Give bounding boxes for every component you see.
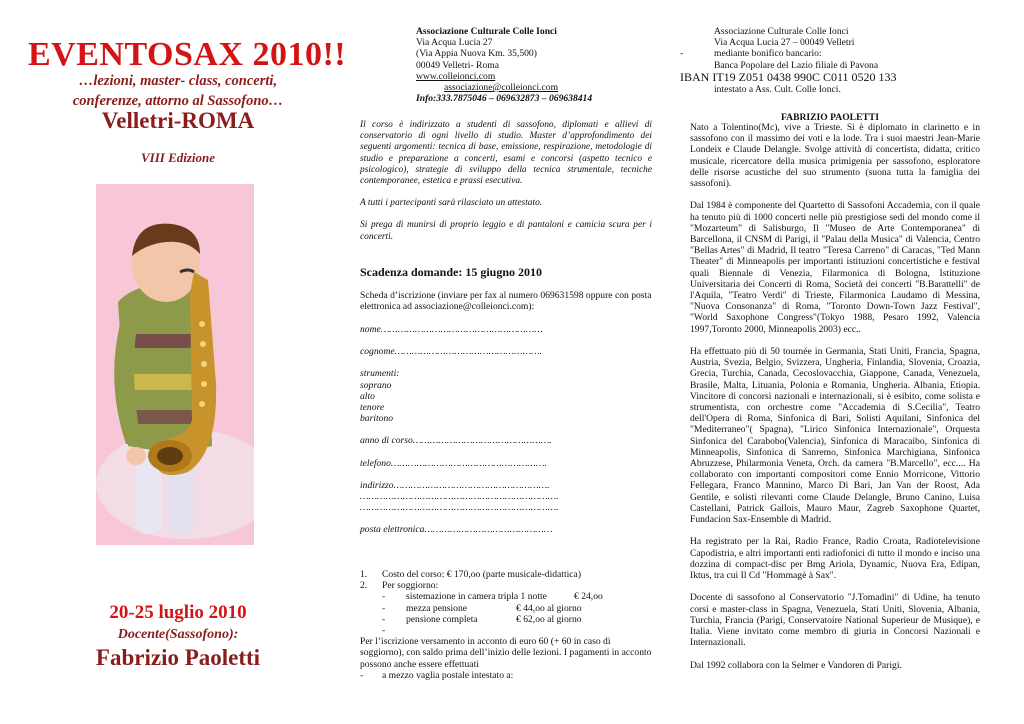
cost-sub1-price: € 24,oo <box>574 591 603 603</box>
bank-transfer-line <box>680 48 980 59</box>
strumento-alto[interactable]: alto <box>360 390 375 402</box>
cost-sub-item <box>360 591 652 602</box>
cost-sub2-label: mezza pensione <box>406 602 467 614</box>
dash-bullet: - <box>382 613 386 625</box>
strumento-tenore[interactable]: tenore <box>360 402 385 414</box>
field-indirizzo[interactable]: indirizzo………………………………………………. <box>360 479 550 491</box>
bank-org-address: Via Acqua Lucia 27 – 00049 Velletri <box>714 37 855 49</box>
cost-sub3-label: pensione completa <box>406 613 478 625</box>
association-header <box>416 26 656 104</box>
field-nome[interactable]: nome………………………………………………… <box>360 324 543 335</box>
middle-panel <box>358 0 658 724</box>
bio-paragraph-6: Dal 1992 collabora con la Selmer e Vandoren di Parigi. <box>690 659 902 671</box>
strumento-soprano[interactable]: soprano <box>360 379 392 391</box>
event-title: EVENTOSAX 2010!! <box>28 36 347 73</box>
org-email-link[interactable]: associazione@colleionci.com <box>444 82 559 94</box>
cost-item-2 <box>360 580 652 591</box>
field-posta-elettronica[interactable]: posta elettronica……………………………………… <box>360 524 553 536</box>
org-address-1: Via Acqua Lucia 27 <box>416 37 493 49</box>
org-address-3: 00049 Velletri- Roma <box>416 59 499 71</box>
bank-org-name: Associazione Culturale Colle Ionci <box>714 26 849 37</box>
event-edition: VIII Edizione <box>140 150 216 165</box>
bio-paragraph-4: Ha registrato per la Rai, Radio France, Radio Croata, Radiotelevisione Capodistria, e altri importanti enti radiofonici di tutto il mondo e inciso una dozzina di compact-disc per Bmg Ariola, Dynamic, Nuova Era, Edipan, Iktus, tra cui Il Cd "Hommagè à Sax". <box>690 536 980 582</box>
payment-method-text: a mezzo vaglia postale intestato a: <box>382 669 514 681</box>
field-cognome[interactable]: cognome……………………………………………. <box>360 346 543 358</box>
dash-bullet: - <box>382 602 386 614</box>
org-website-link[interactable]: www.colleionci.com <box>416 70 496 82</box>
cost-item-1-text: Costo del corso: € 170,oo (parte musicale-didattica) <box>382 569 582 580</box>
bank-details <box>680 26 980 95</box>
intro-paragraph-1: Il corso è indirizzato a studenti di sassofono, diplomati e allievi di conservatorio di ogni livello di studio. Master d’approfondimento dei seguenti argomenti: tecnica di base, emissione, respirazione, metodologie di studio e preparazione a concerti, esami e concorsi (aspetto tecnico e psicologico), strategie di sviluppo della tecnica strumentale, tecniche contemporanee, estetica e prassi esecutiva. <box>360 120 652 187</box>
bio-title: FABRIZIO PAOLETTI <box>781 112 879 123</box>
event-subtitle <box>28 72 328 111</box>
cost-sub1-label: sistemazione in camera tripla 1 notte <box>406 591 547 603</box>
dash-bullet: - <box>382 625 386 637</box>
bio-paragraph-2: Dal 1984 è componente del Quartetto di Sassofoni Accademia, con il quale ha tenuto più di 1000 concerti nelle più prestigiose sedi del mondo come il "Mozarteum" di Salisburgo, Il "Museo de Arte Contemporanea" di Barcellona, il CNSM di Parigi, il "Palau della Musica" di Valencia, Centro "Bellas Artes" di Madrid, Il teatro "Teresa Carreno" di Caracas, "Ted Mann Theater" di Minneapolis per importanti istituzioni concertistiche e festival quali Biennale di Venezia, Filarmonica di Bologna, Istituzione Universitaria dei Concerti di Roma, Società dei concerti "B.Barattelli" de l'Aquila, "Teatro Verdi" di Trieste, Filarmonica Laudamo di Messina, "Nuova Consonanza" di Roma, "Toronto Down-Town Jazz Festival", "World Saxophone Congress"(Tokyo 1988, Pesaro 1992, Valencia 1997,Toronto 2000, Minneapolis 2003) ecc.. <box>690 200 980 335</box>
right-panel <box>680 0 980 724</box>
costs-section <box>360 569 652 681</box>
registration-instructions: Scheda d’iscrizione (inviare per fax al numero 069631598 oppure con posta elettronica ad associazione@colleionci.com): <box>360 290 652 313</box>
iban-code: IBAN IT19 Z051 0438 990C C011 0520 133 <box>680 69 897 84</box>
registration-form <box>360 324 652 536</box>
field-indirizzo-line-2[interactable]: ……………………………………………………………. <box>360 491 559 503</box>
cost-sub-item-empty <box>360 625 652 636</box>
subtitle-line-2: conferenze, attorno al Sassofono… <box>72 92 284 109</box>
cost-sub-item <box>360 614 652 625</box>
application-deadline: Scadenza domande: 15 giugno 2010 <box>360 265 543 279</box>
cost-item-1 <box>360 569 652 580</box>
event-city: Velletri-ROMA <box>101 108 255 133</box>
bank-transfer-intro: mediante bonifico bancario: <box>714 48 822 60</box>
cost-sub3-price: € 62,oo al giorno <box>516 613 582 625</box>
iban-holder: intestato a Ass. Cult. Colle Ionci. <box>714 83 841 95</box>
subtitle-line-1: …lezioni, master- class, concerti, <box>78 73 278 89</box>
org-address-2: (Via Appia Nuova Km. 35,500) <box>416 48 537 60</box>
org-name: Associazione Culturale Colle Ionci <box>416 26 557 37</box>
dash-bullet: - <box>382 591 386 603</box>
bank-name: Banca Popolare del Lazio filiale di Pavona <box>714 59 879 71</box>
dash-bullet: - <box>680 48 684 60</box>
field-telefono[interactable]: telefono………………………………………………. <box>360 457 547 469</box>
intro-paragraph-2: A tutti i partecipanti sarà rilasciato un attestato. <box>360 198 543 209</box>
teacher-biography <box>690 122 980 682</box>
payment-method <box>360 670 652 681</box>
payment-instructions: Per l’iscrizione versamento in acconto di euro 60 (+ 60 in caso di soggiorno), con saldo prima dell’inizio delle lezioni. I pagamenti in acconto possono anche essere effettuati <box>360 636 652 670</box>
bio-paragraph-1: Nato a Tolentino(Mc), vive a Trieste. Si è diplomato in clarinetto e in sassofono con il massimo dei voti e la lode. Tra i suoi maestri Jean-Marie Londeix e Claude Delangle. Svolge attività di concertista, didatta, critico musicale, ricercatore della musica primigenia per sassofono, esploratore delle risorse acustiche del suo strumento (suona tutta la famiglia dei sassofoni). <box>690 122 980 190</box>
strumento-baritono[interactable]: baritono <box>360 413 394 425</box>
cost-sub-item <box>360 603 652 614</box>
cost-sub2-price: € 44,oo al giorno <box>516 602 582 614</box>
org-phone-info: Info:333.7875046 – 069632873 – 069638414 <box>416 93 593 105</box>
left-panel <box>0 0 347 724</box>
dash-bullet: - <box>360 669 364 681</box>
docente-label: Docente(Sassofono): <box>117 627 239 642</box>
teacher-name: Fabrizio Paoletti <box>95 645 261 670</box>
intro-paragraph-3: Si prega di munirsi di proprio leggio e di pantaloni e camicia scura per i concerti. <box>360 220 652 242</box>
event-dates: 20-25 luglio 2010 <box>109 602 247 623</box>
cost-item-2-number: 2. <box>360 580 368 592</box>
course-description <box>360 120 652 254</box>
field-indirizzo-line-3[interactable]: ……………………………………………………………. <box>360 502 559 514</box>
cost-item-2-text: Per soggiorno: <box>382 580 439 592</box>
field-anno-di-corso[interactable]: anno di corso…………………………………………. <box>360 435 552 447</box>
child-saxophone-photo <box>96 184 254 545</box>
bio-paragraph-3: Ha effettuato più di 50 tournée in Germania, Stati Uniti, Francia, Spagna, Austria, Svezia, Belgio, Svizzera, Ungheria, Finlandia, Slovenia, Croazia, Grecia, Turchia, Canada, Cecoslovacchia, Giappone, Canada, Venezuela, Brasile, Malta, Lituania, Polonia e Romania, Ungheria. Albania, Etiopia. Vincitore di concorsi nazionali e internazionali, si è esibito, come solista e strumentista, con orchestre come "Accademia di S.Cecilia", Teatro dell'Opera di Roma, Sinfonica di Bari, Solisti Aquilani, Sinfonica del "Mediterraneo"( Spagna), "Lirico Sinfonica Internazionale", Orquesta Sinfonica del Carabobo(Valencia), Sinfonica di Maracaibo, Sinfonica di Minneapolis, Sinfonica di Sanremo, Sinfonica Marchigiana, Sinfonica Abruzzese, Philarmonia Veneta, Orch. da camera "B.Marcello", ecc.... Ha collaborato con importanti compositori come Ennio Morricone, Vittorio Fellegara, Franco Mannino, Marco Di Bari, Jan Van der Roost, Ada Gentile, e solisti rilevanti come Claude Delangle, Bruno Canino, Luisa Castellani, Patrick Gallois, Mauro Maur, Zagreb Saxophone Quartet, Fundacion Sax-Ensemble di Madrid. <box>690 346 980 526</box>
bio-paragraph-5: Docente di sassofono al Conservatorio "J.Tomadini" di Udine, ha tenuto corsi e master-class in Spagna, Venezuela, Stati Uniti, Slovenia, Albania, Turchia, Francia (Parigi, Conservatoire National Superieur de Musique), e Italia. Viene invitato come membro di giuria in Concorsi Nazionali e Internazionali. <box>690 592 980 649</box>
strumenti-label: strumenti: <box>360 368 400 380</box>
cost-item-1-number: 1. <box>360 569 368 580</box>
